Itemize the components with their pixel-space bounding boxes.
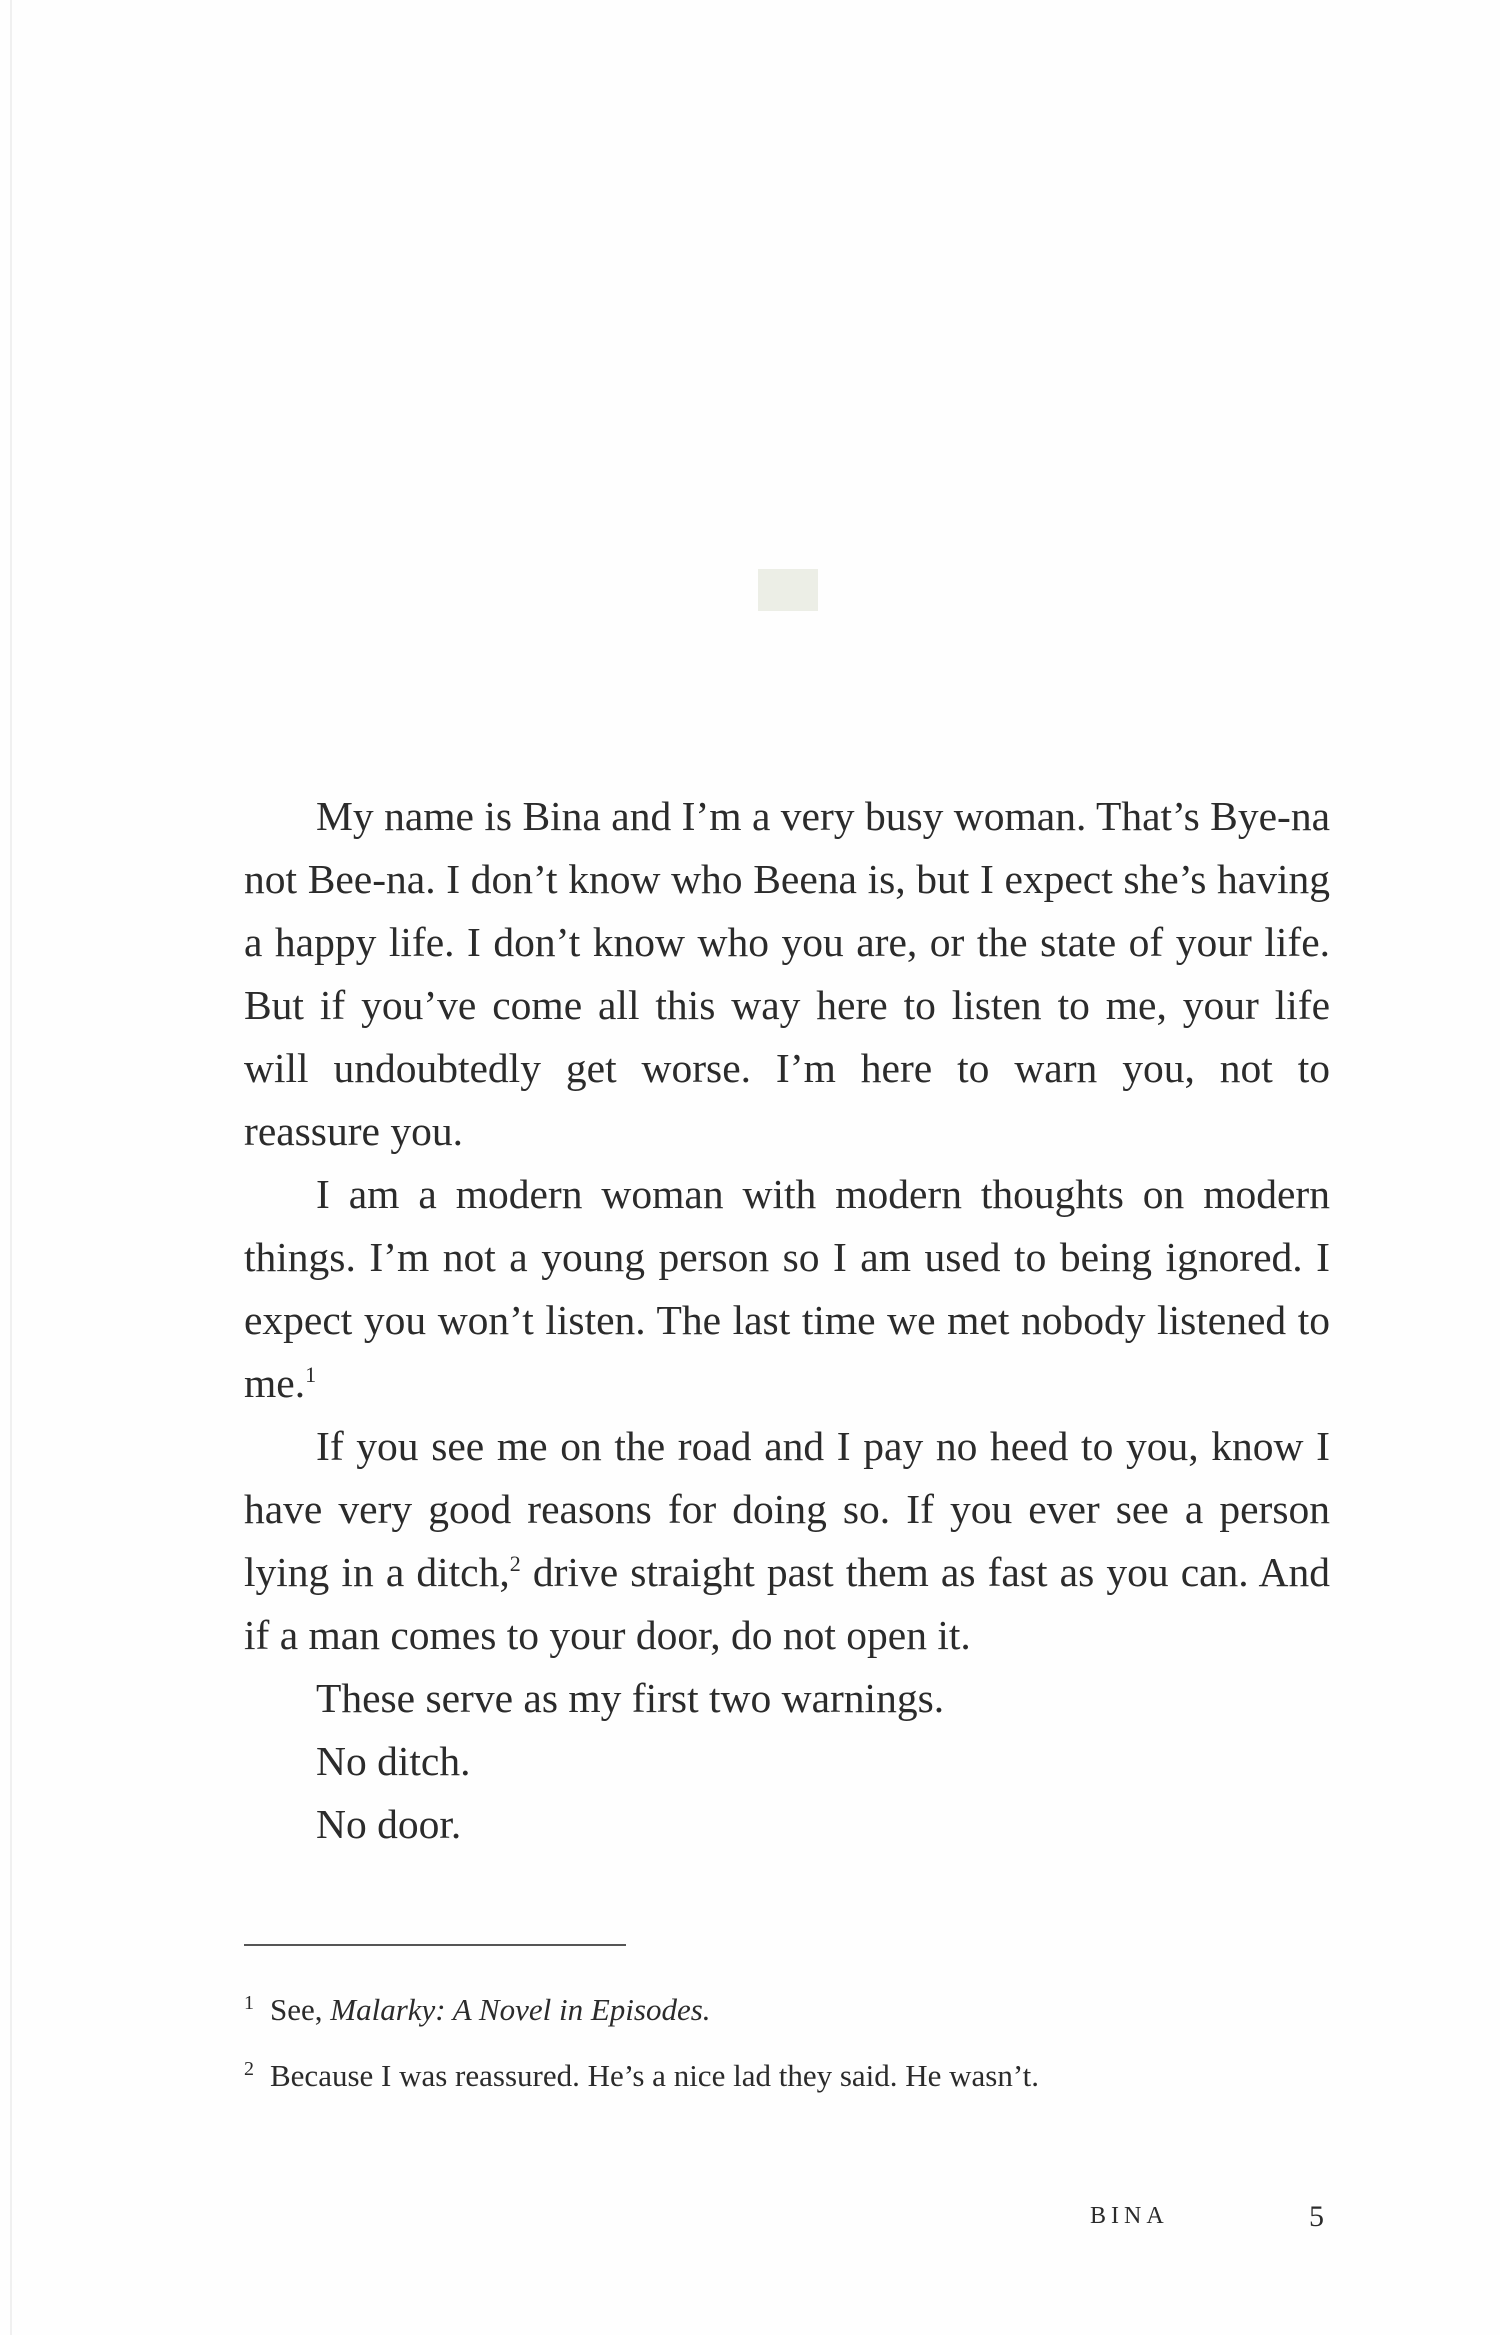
paragraph-3-text-a: If you see me on the road and I pay no heed to you, know I have very good reasons for doing so. If you ever see a person lying in a ditch, <box>244 1423 1330 1595</box>
paragraph-5: No ditch. <box>316 1738 471 1784</box>
section-ornament <box>758 569 818 611</box>
footnote-1: 1 See, Malarky: A Novel in Episodes. <box>244 1991 711 2027</box>
running-head: BINA <box>1090 2203 1169 2229</box>
page-number: 5 <box>1309 2200 1324 2233</box>
paragraph-6: No door. <box>316 1801 462 1847</box>
paragraph-4: These serve as my first two warnings. <box>316 1675 945 1721</box>
footnote-divider <box>244 1944 626 1946</box>
page-edge-shadow <box>10 0 12 2335</box>
footnote-ref-1: 1 <box>305 1362 317 1388</box>
footnote-1-prefix: See, <box>270 1992 331 2027</box>
paragraph-2 <box>244 1163 1330 1415</box>
footnote-1-title: Malarky: A Novel in Episodes. <box>330 1992 711 2027</box>
body-text <box>244 785 1330 1856</box>
paragraph-3-text-b: drive straight past them as fast as you can. And if a man comes to your door, do not open it. <box>244 1549 1330 1658</box>
paragraph-2-text: I am a modern woman with modern thoughts on modern things. I’m not a young person so I am used to being ignored. I expect you won’t listen. The last time we met nobody listened to me. <box>244 1171 1330 1406</box>
footnote-2: 2 Because I was reassured. He’s a nice lad they said. He wasn’t. <box>244 2057 1039 2093</box>
footnote-2-text: Because I was reassured. He’s a nice lad they said. He wasn’t. <box>270 2058 1039 2093</box>
paragraph-3 <box>244 1415 1330 1667</box>
footnote-ref-2: 2 <box>509 1551 521 1577</box>
footnotes <box>244 1990 1330 2122</box>
paragraph-1: My name is Bina and I’m a very busy woman. That’s Bye-na not Bee-na. I don’t know who Beena is, but I expect she’s having a happy life. I don’t know who you are, or the state of your life. But if you’ve come all this way here to listen to me, your life will undoubtedly get worse. I’m here to warn you, not to reassure you. <box>244 793 1330 1154</box>
